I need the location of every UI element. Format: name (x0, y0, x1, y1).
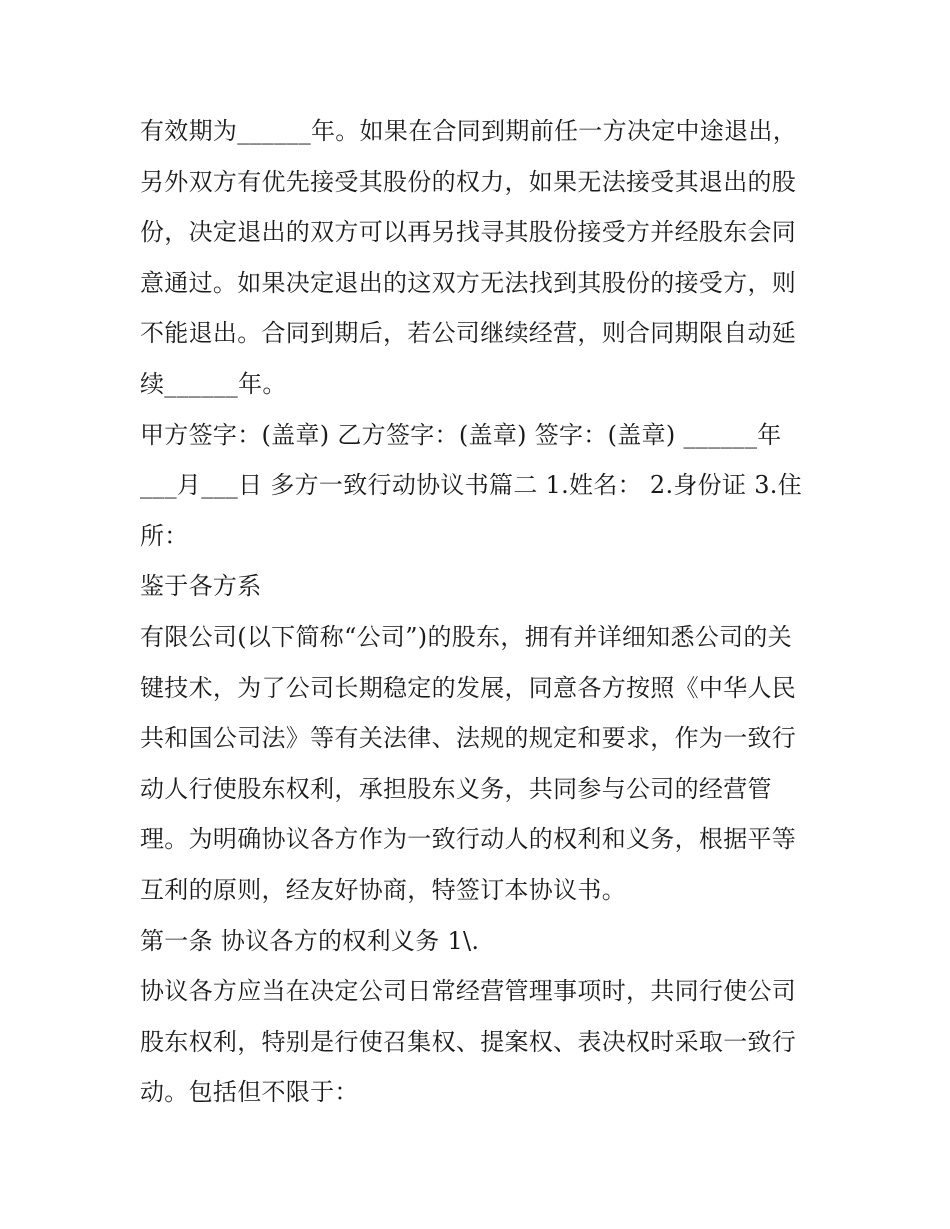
text-line: 鉴于各方系 (140, 572, 262, 601)
signature-line: 甲方签字：(盖章) 乙方签字：(盖章) 签字：(盖章) ______年 (140, 420, 782, 449)
text-line: 份，决定退出的双方可以再另找寻其股份接受方并经股东会同 (140, 218, 797, 247)
document-body (140, 106, 820, 1118)
text-line: 动人行使股东权利，承担股东义务，共同参与公司的经营管 (140, 774, 772, 803)
date-and-heading-line: ___月___日 多方一致行动协议书篇二 1.姓名： 2.身份证 3.住 (140, 471, 803, 500)
text-line: 另外双方有优先接受其股份的权力，如果无法接受其退出的股 (140, 167, 797, 196)
text-line: 意通过。如果决定退出的这双方无法找到其股份的接受方，则 (140, 268, 797, 297)
text-line: 有限公司(以下简称“公司”)的股东，拥有并详细知悉公司的关 (140, 622, 792, 651)
article-heading: 第一条 协议各方的权利义务 1\. (140, 926, 480, 955)
text-line: 理。为明确协议各方作为一致行动人的权利和义务，根据平等 (140, 825, 797, 854)
text-line: 键技术，为了公司长期稳定的发展，同意各方按照《中华人民 (140, 673, 797, 702)
text-line: 续______年。 (140, 369, 287, 398)
text-line: 股东权利，特别是行使召集权、提案权、表决权时采取一致行 (140, 1027, 797, 1056)
text-line: 互利的原则，经友好协商，特签订本协议书。 (140, 875, 626, 904)
text-line: 不能退出。合同到期后，若公司继续经营，则合同期限自动延 (140, 319, 797, 348)
text-line: 所： (140, 521, 189, 550)
text-line: 共和国公司法》等有关法律、法规的规定和要求，作为一致行 (140, 724, 797, 753)
text-line: 协议各方应当在决定公司日常经营管理事项时，共同行使公司 (140, 977, 797, 1006)
text-line: 有效期为______年。如果在合同到期前任一方决定中途退出， (140, 117, 797, 145)
text-line: 动。包括但不限于： (140, 1078, 359, 1107)
